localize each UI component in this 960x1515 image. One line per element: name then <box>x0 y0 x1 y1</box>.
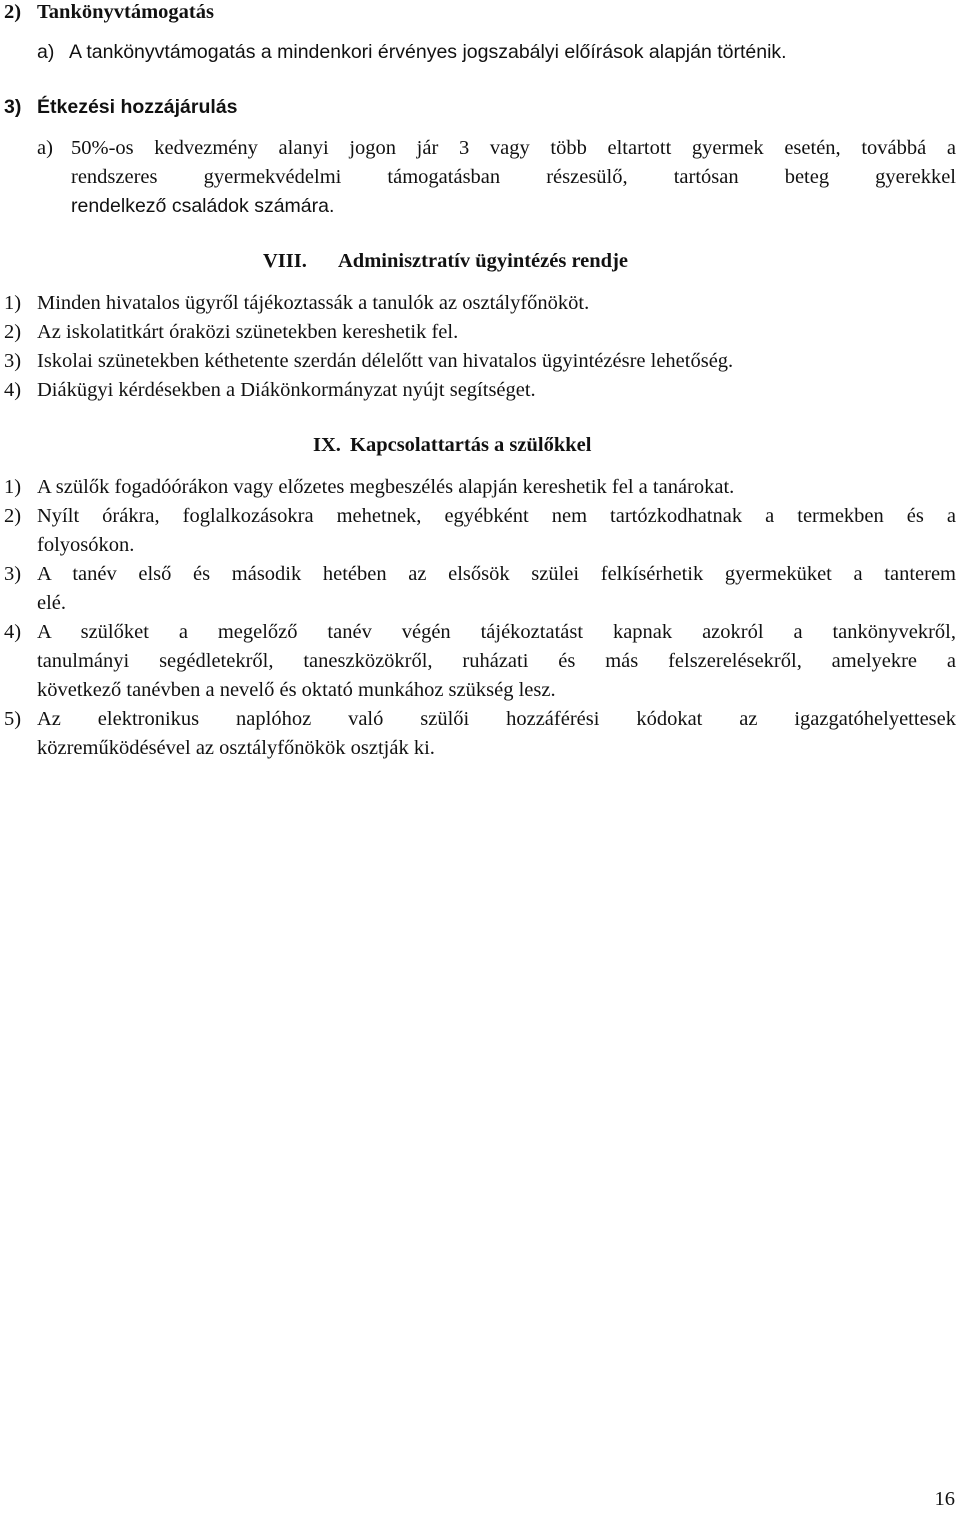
section-heading-tankonyv: Tankönyvtámogatás <box>37 1 214 23</box>
etkezes-item-a-line-3: rendelkező családok számára. <box>71 195 335 217</box>
section-number-tankonyv: 2) <box>4 1 22 23</box>
viii-item-number: 2) <box>4 321 22 343</box>
viii-item-number: 4) <box>4 379 22 401</box>
ix-item-line: A szülőket a megelőző tanév végén tájékoztatást kapnak azokról a tankönyvekről, <box>37 621 956 643</box>
viii-item-text: Az iskolatitkárt óraközi szünetekben kereshetik fel. <box>37 321 459 343</box>
viii-item-text: Diákügyi kérdésekben a Diákönkormányzat nyújt segítséget. <box>37 379 536 401</box>
ix-item-line: tanulmányi segédletekről, taneszközökről, ruházati és más felszerelésekről, amelyekre a <box>37 650 956 672</box>
ix-item-line: elé. <box>37 592 67 614</box>
viii-item-text: Iskolai szünetekben kéthetente szerdán délelőtt van hivatalos ügyintézésre lehetőség. <box>37 350 734 372</box>
item-label-a: a) <box>37 41 55 63</box>
page-number: 16 <box>934 1488 955 1510</box>
ix-item-line: Nyílt órákra, foglalkozásokra mehetnek, egyébként nem tartózkodhatnak a termekben és a <box>37 505 956 527</box>
tankonyv-item-a-text: A tankönyvtámogatás a mindenkori érvényes jogszabályi előírások alapján történik. <box>69 41 787 63</box>
ix-item-line: közreműködésével az osztályfőnökök osztják ki. <box>37 737 435 759</box>
ix-item-number: 2) <box>4 505 22 527</box>
ix-item-line: A tanév első és második hetében az elsősök szülei felkísérhetik gyermeküket a tanterem <box>37 563 956 585</box>
ix-item-number: 5) <box>4 708 22 730</box>
etkezes-item-a-line-2: rendszeres gyermekvédelmi támogatásban részesülő, tartósan beteg gyerekkel <box>71 166 956 188</box>
viii-item-text: Minden hivatalos ügyről tájékoztassák a tanulók az osztályfőnököt. <box>37 292 590 314</box>
ix-item-line: következő tanévben a nevelő és oktató munkához szükség lesz. <box>37 679 556 701</box>
etkezes-item-a-line-1: 50%-os kedvezmény alanyi jogon jár 3 vagy több eltartott gyermek esetén, továbbá a <box>71 137 956 159</box>
ix-item-line: Az elektronikus naplóhoz való szülői hozzáférési kódokat az igazgatóhelyettesek <box>37 708 956 730</box>
ix-item-number: 1) <box>4 476 22 498</box>
section-heading-etkezes: Étkezési hozzájárulás <box>37 96 238 118</box>
ix-item-line: folyosókon. <box>37 534 135 556</box>
ix-item-number: 3) <box>4 563 22 585</box>
section-ix-title: Kapcsolattartás a szülőkkel <box>350 434 592 456</box>
viii-item-number: 3) <box>4 350 22 372</box>
section-ix-number: IX. <box>313 434 341 456</box>
viii-item-number: 1) <box>4 292 22 314</box>
ix-item-line: A szülők fogadóórákon vagy előzetes megbeszélés alapján kereshetik fel a tanárokat. <box>37 476 735 498</box>
item-label-a: a) <box>37 137 53 159</box>
section-number-etkezes: 3) <box>4 96 22 118</box>
section-viii-title: Adminisztratív ügyintézés rendje <box>338 250 629 272</box>
ix-item-number: 4) <box>4 621 22 643</box>
section-viii-number: VIII. <box>263 250 307 272</box>
